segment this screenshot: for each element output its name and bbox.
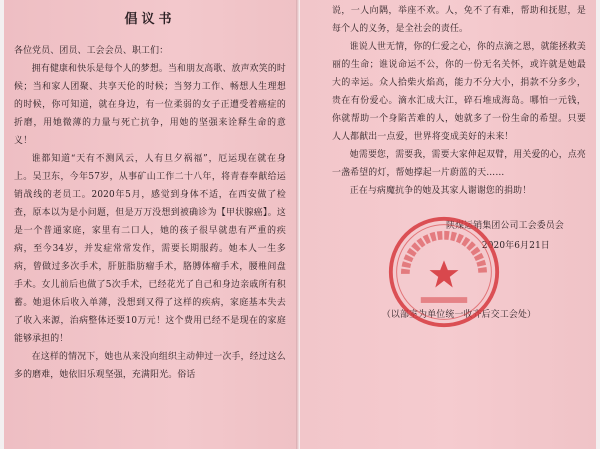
seal-star-icon bbox=[430, 260, 459, 287]
signature-organization: 陕煤运销集团公司工会委员会 bbox=[446, 221, 564, 231]
signature-date: 2020年6月21日 bbox=[481, 241, 550, 251]
paragraph-5: 谁说人世无情，你的仁爱之心，你的点滴之恩，就能拯救美丽的生命；谁说命运不公，你的一份无名关怀，或许就是她最大的幸运。众人拾柴火焰高，能力不分大小，捐款不分多少，贵在有份爱心。滴水汇成大江，碎石堆成海岛。哪怕一元钱，你就帮助一个身陷苦难的人，她就多了一份生命的希望。只要人人都献出一点爱，世界将变成美好的未来！ bbox=[332, 42, 586, 142]
document-title: 倡议书 bbox=[124, 12, 176, 27]
paragraph-1: 拥有健康和快乐是每个人的梦想。当和朋友高歌、放声欢笑的时候；当和家人团聚、共享天伦的时候；当努力工作、畅想人生理想的时候，你可知道，就在身边，有一位柔弱的女子正遭受着癌症的折磨，用她微薄的力量与死亡抗争，用她的坚强来诠释生命的意义！ bbox=[14, 64, 286, 146]
paragraph-2: 谁都知道“天有不测风云，人有旦夕祸福”，厄运现在就在身上。吴卫东，今年57岁，从事矿山工作二十八年，将青春奉献给运销战线的老员工。2020年5月，感觉到身体不适，在西安做了检查，原本以为是小问题，但是万万没想到被确诊为【甲状腺癌】。这是一个普通家庭，家里有二口人，她的孩子很早就患有严重的疾病，至今34岁，并发症常常发作，需要长期服药。她本人一生多病，曾做过多次手术，肝脏脂肪瘤手术，胳膊体瘤手术，腰椎间盘手术。女儿前后也做了5次手术，已经花光了自己和身边亲戚所有积蓄。她退休后收入单薄，没想到又得了这样的疾病，家庭基本失去了收入来源，治病整体还要10万元！这个费用已经不是现在的家庭能够承担的！ bbox=[14, 154, 286, 344]
left-page bbox=[4, 0, 296, 449]
paragraph-7: 正在与病魔抗争的她及其家人谢谢您的捐助！ bbox=[349, 186, 532, 196]
paragraph-4: 说，一人向隅，举座不欢。人，免不了有难，帮助和抚慰，是每个人的义务，是全社会的责任。 bbox=[332, 6, 586, 34]
paragraph-6: 她需要您，需要我，需要大家伸起双臂，用关爱的心，点亮一盏希望的灯，帮她撑起一片蔚蓝的天…… bbox=[332, 150, 586, 178]
paragraph-3: 在这样的情况下，她也从来没向组织主动伸过一次手，经过这么多的磨难，她依旧乐观坚强，充满阳光。俗话 bbox=[14, 352, 286, 380]
footnote: （以部室为单位统一收齐后交工会处） bbox=[381, 310, 537, 320]
official-seal-stamp bbox=[386, 214, 502, 330]
seal-bottom-text bbox=[421, 297, 467, 303]
greeting: 各位党员、团员、工会会员、职工们： bbox=[14, 46, 169, 56]
